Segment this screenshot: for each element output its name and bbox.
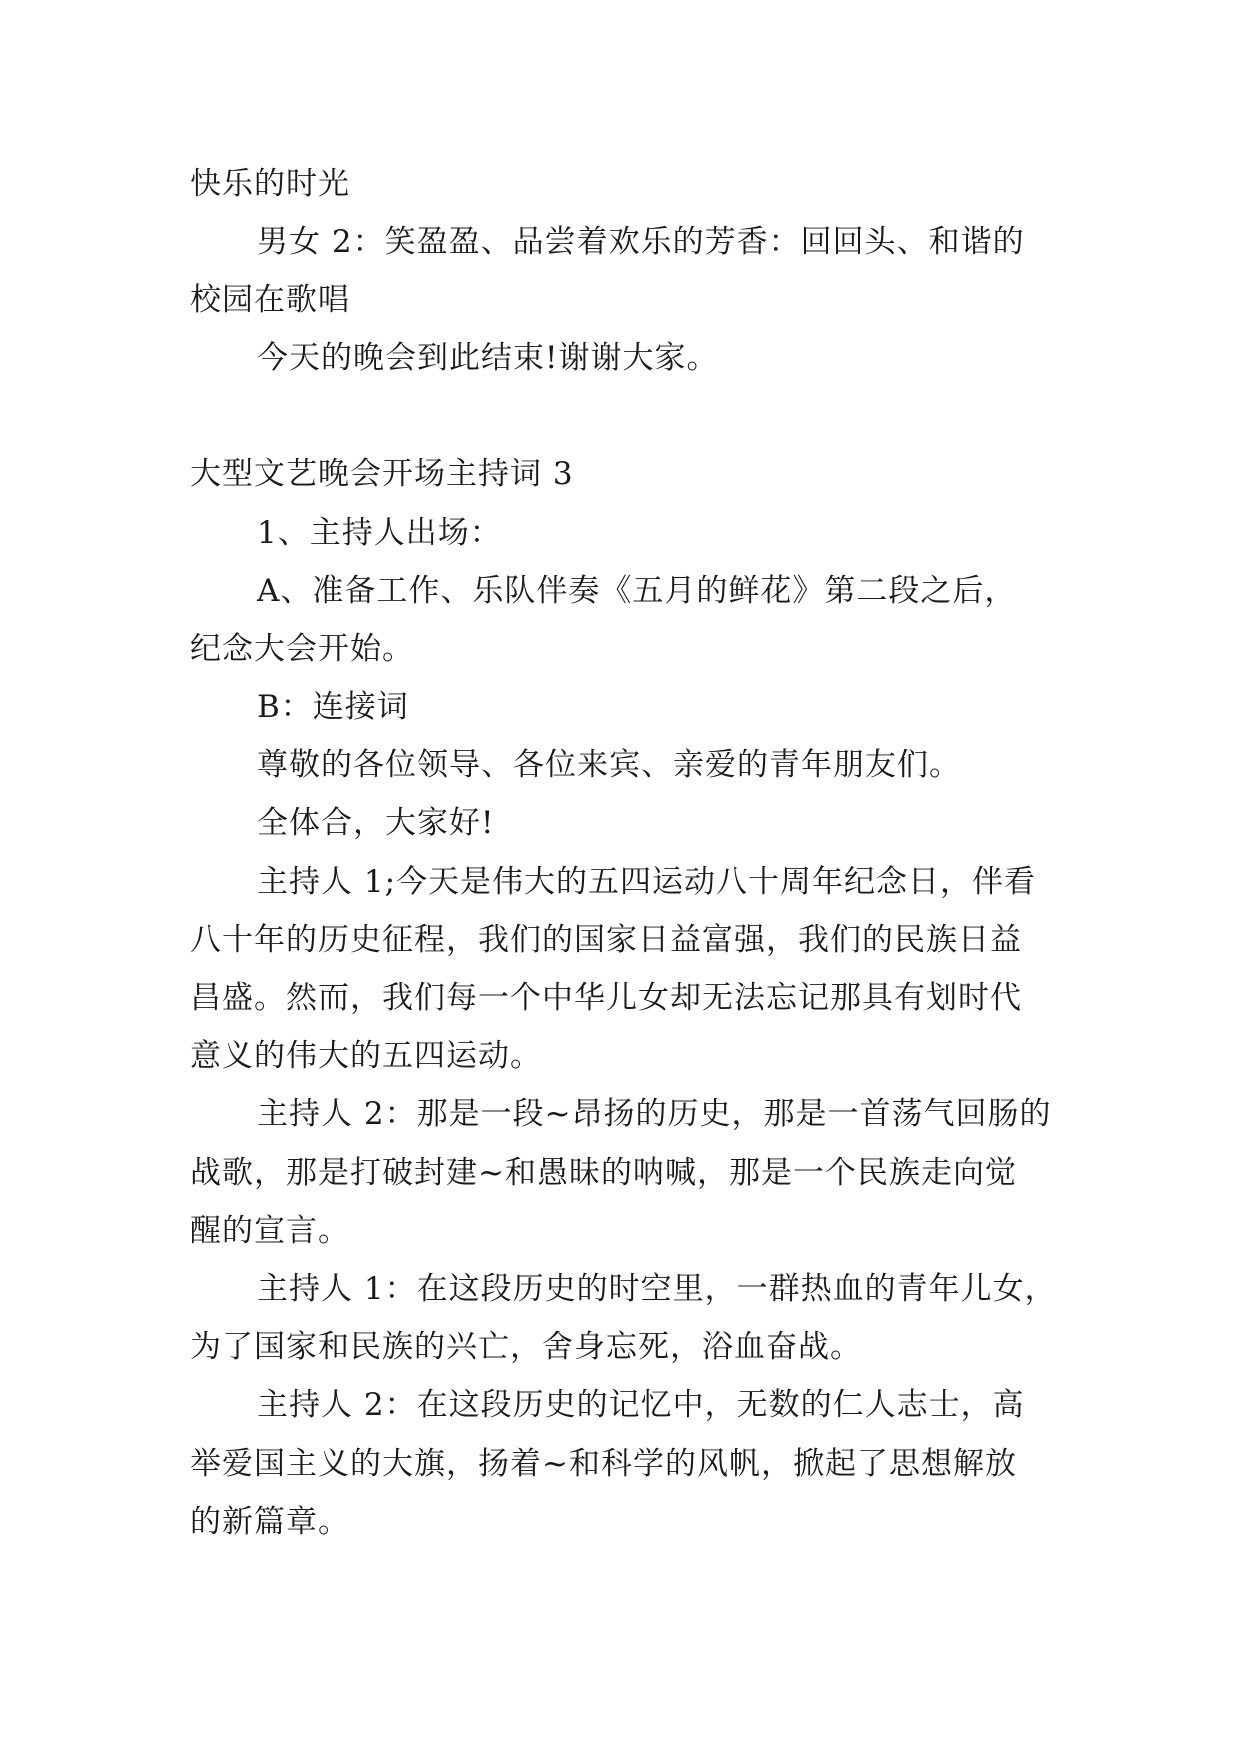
text-line: 主持人 2：在这段历史的记忆中，无数的仁人志士，高	[257, 1387, 1025, 1423]
text-line: 纪念大会开始。	[190, 631, 414, 667]
text-line: 八十年的历史征程，我们的国家日益富强，我们的民族日益	[190, 922, 1022, 958]
text-line: B：连接词	[257, 689, 409, 725]
text-line: 今天的晚会到此结束!谢谢大家。	[257, 340, 719, 376]
text-line: 举爱国主义的大旗，扬着~和科学的风帆，掀起了思想解放	[190, 1446, 1017, 1482]
text-line: 校园在歌唱	[190, 282, 350, 318]
text-line: 男女 2：笑盈盈、品尝着欢乐的芳香：回回头、和谐的	[257, 224, 1025, 260]
text-line: 主持人 1;今天是伟大的五四运动八十周年纪念日，伴看	[257, 864, 1037, 900]
text-line: 1、主持人出场：	[257, 515, 502, 551]
section-heading: 大型文艺晚会开场主持词 3	[190, 456, 574, 492]
text-line: 全体合，大家好!	[257, 805, 495, 841]
text-line: 为了国家和民族的兴亡，舍身忘死，浴血奋战。	[190, 1329, 862, 1365]
text-line: A、准备工作、乐队伴奏《五月的鲜花》第二段之后，	[257, 573, 1017, 609]
text-line: 醒的宣言。	[190, 1213, 350, 1249]
text-line: 主持人 2：那是一段~昂扬的历史，那是一首荡气回肠的	[257, 1096, 1052, 1132]
text-line: 的新篇章。	[190, 1504, 350, 1540]
text-line: 昌盛。然而，我们每一个中华儿女却无法忘记那具有划时代	[190, 980, 1022, 1016]
text-line: 快乐的时光	[190, 166, 350, 202]
text-line: 意义的伟大的五四运动。	[190, 1038, 542, 1074]
text-line: 尊敬的各位领导、各位来宾、亲爱的青年朋友们。	[257, 747, 961, 783]
text-line: 战歌，那是打破封建~和愚昧的呐喊，那是一个民族走向觉	[190, 1155, 1017, 1191]
text-line: 主持人 1：在这段历史的时空里，一群热血的青年儿女，	[257, 1271, 1057, 1307]
